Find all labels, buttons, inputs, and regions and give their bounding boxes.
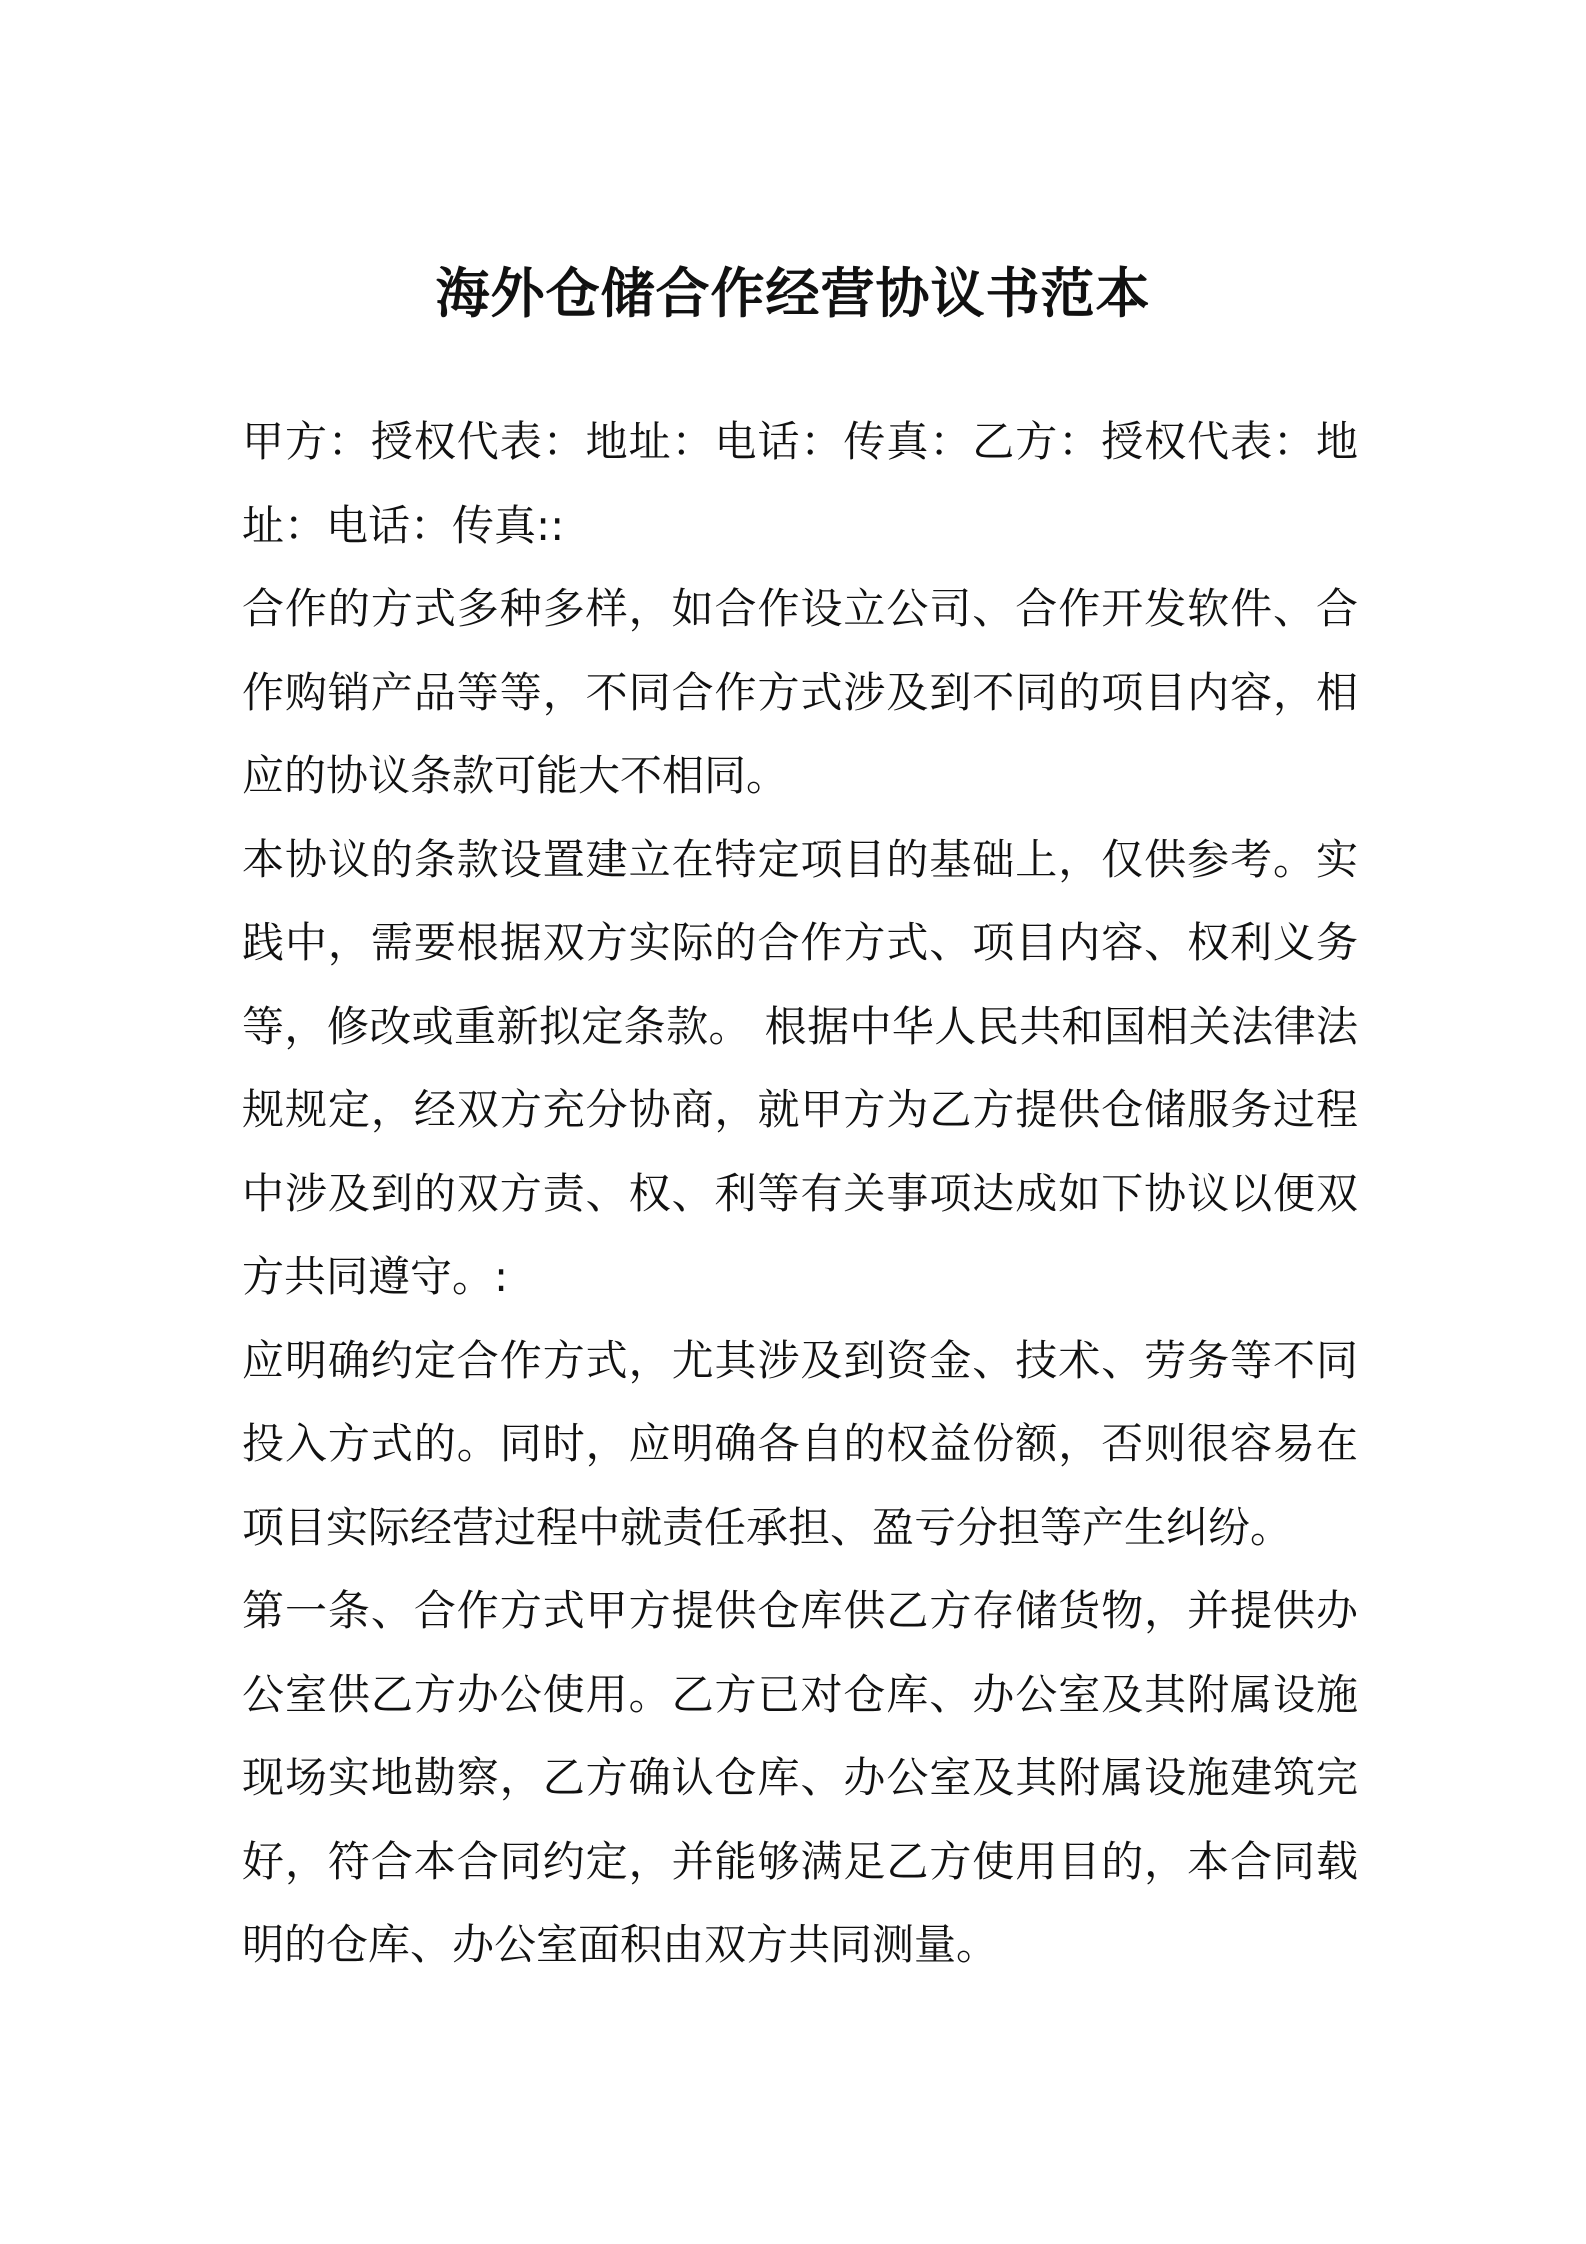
party-info-paragraph: 甲方：授权代表：地址：电话：传真：乙方：授权代表：地址：电话：传真:: bbox=[242, 417, 1358, 550]
article-one-paragraph: 第一条、合作方式甲方提供仓库供乙方存储货物，并提供办公室供乙方办公使用。乙方已对仓库、办公室及其附属设施现场实地勘察，乙方确认仓库、办公室及其附属设施建筑完好，符合本合同约定，并能够满足乙方使用目的，本合同载明的仓库、办公室面积由双方共同测量。 bbox=[242, 1586, 1358, 1969]
document-body bbox=[242, 400, 1358, 1987]
cooperation-note-paragraph: 应明确约定合作方式，尤其涉及到资金、技术、劳务等不同投入方式的。同时，应明确各自的权益份额，否则很容易在项目实际经营过程中就责任承担、盈亏分担等产生纠纷。 bbox=[242, 1335, 1358, 1552]
cooperation-methods-paragraph: 合作的方式多种多样，如合作设立公司、合作开发软件、合作购销产品等等，不同合作方式涉及到不同的项目内容，相应的协议条款可能大不相同。 bbox=[242, 584, 1358, 800]
agreement-basis-paragraph: 本协议的条款设置建立在特定项目的基础上，仅供参考。实践中，需要根据双方实际的合作方式、项目内容、权利义务等，修改或重新拟定条款。 根据中华人民共和国相关法律法规规定，经双方充分协商，就甲方为乙方提供仓储服务过程中涉及到的双方责、权、利等有关事项达成如下协议以便双方共同遵守。: bbox=[242, 834, 1358, 1301]
document-title: 海外仓储合作经营协议书范本 bbox=[435, 262, 1151, 325]
